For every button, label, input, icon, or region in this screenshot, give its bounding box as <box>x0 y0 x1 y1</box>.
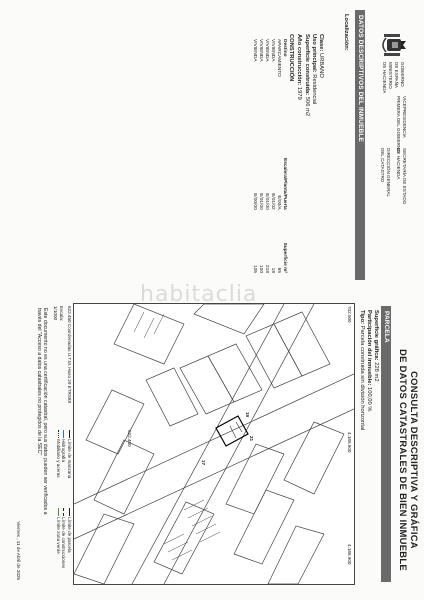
cell-destino: VIVIENDA <box>252 39 257 62</box>
map-legend <box>55 430 72 580</box>
sup-grafica-value: 228 m2 <box>373 362 379 382</box>
construccion-table-wrap <box>251 36 287 276</box>
ministry-line1: MINISTERIO <box>388 62 393 89</box>
coat-of-arms-icon <box>378 32 408 58</box>
scale-label: Escala: <box>59 306 64 322</box>
document-title <box>398 330 420 590</box>
watermark: habitaclia <box>140 282 258 307</box>
legend-item <box>55 508 61 580</box>
table-row <box>251 36 257 276</box>
col-superficie: Superficie m² <box>282 242 287 273</box>
inmueble-data <box>287 34 324 274</box>
legend-label: Límite de manzana <box>67 439 72 479</box>
map-footer: 622.450 Coordenadas U.T.M. Huso 29 ETRS89 <box>67 306 72 404</box>
cell-escalera: E/01/00 <box>258 193 263 210</box>
legend-label: Mobiliario y aceras <box>55 439 61 478</box>
vice-line2: PRIMERA DEL GOBIERNO <box>396 96 402 153</box>
scale <box>53 306 64 366</box>
cell-escalera: E/01/00 <box>264 193 269 210</box>
localizacion-label: Localización: <box>343 14 349 51</box>
cell-superficie: 18 <box>270 267 275 273</box>
cell-escalera: E/01/02 <box>270 193 275 210</box>
table-row <box>275 36 281 276</box>
uso-label: Uso principal: <box>310 34 317 73</box>
document-date: Viernes , 11 de Abril de 2025 <box>16 521 21 580</box>
cell-destino: APARCAMIENTO <box>276 39 281 77</box>
secretaria-line2: DE HACIENDA <box>396 148 402 180</box>
legend-swatch <box>69 508 70 516</box>
legend-item <box>61 430 67 502</box>
map-drawing <box>74 304 354 584</box>
cell-escalera: E/00/00 <box>252 193 257 210</box>
legend-item <box>66 508 72 580</box>
legend-swatch <box>63 508 64 516</box>
legend-swatch <box>63 430 64 438</box>
legend-label: Límite de parcela <box>67 517 72 553</box>
cell-superficie: 218 <box>264 264 269 273</box>
construccion-title: CONSTRUCCIÓN <box>288 34 295 82</box>
cadastral-map <box>73 303 355 585</box>
cell-destino: VIVIENDA <box>258 39 263 62</box>
legend-item <box>61 508 67 580</box>
cell-superficie: 100 <box>258 264 263 273</box>
secretaria <box>396 148 407 208</box>
legend-label: Hidrografía <box>61 439 67 463</box>
construccion-table <box>251 36 287 276</box>
cell-destino: VIVIENDA <box>264 39 269 62</box>
vicepresidencia <box>396 96 407 156</box>
gov-name-line2: DE ESPAÑA <box>394 62 400 88</box>
coord-bottom-mid: 622.400 <box>127 430 132 447</box>
legend-item <box>55 430 61 502</box>
disclaimer-line1: Este documento no es una certificación catastral, pero sus datos pueden ser verificados a <box>42 308 48 515</box>
disclaimer <box>35 308 48 584</box>
anio-label: Año construcción: <box>296 34 303 86</box>
cell-superficie: 65 <box>276 267 281 273</box>
clase-value: URBANO <box>318 53 324 78</box>
legend-swatch <box>58 508 59 516</box>
map-label-19: 19 <box>245 412 250 418</box>
legend-label: Límite de construcciones <box>61 517 67 569</box>
direccion-line1: DIRECCIÓN GENERAL <box>386 148 391 198</box>
direccion-line2: DEL CATASTRO <box>380 148 386 183</box>
secretaria-line1: SECRETARÍA DE ESTADO <box>402 148 407 205</box>
clase-label: Clase: <box>318 34 324 52</box>
participacion-value: 100,00 % <box>365 387 372 412</box>
parcela-data <box>357 310 379 580</box>
disclaimer-line2: través del "Acceso a datos catastrales no protegidos de la SEC" <box>35 308 42 456</box>
table-row <box>257 36 263 276</box>
superficie-row <box>302 34 309 274</box>
col-destino: Destino <box>282 39 287 57</box>
table-header-row <box>281 36 287 276</box>
col-escalera: Escalera/Planta/Puerta <box>282 158 287 210</box>
title-line1: CONSULTA DESCRIPTIVA Y GRÁFICA <box>409 371 420 549</box>
table-row <box>263 36 269 276</box>
ministry-line2: DE HACIENDA <box>382 62 388 94</box>
coord-top-right: 4.188.900 <box>347 544 352 565</box>
tipo-row <box>357 310 364 580</box>
sup-grafica-label: Superficie gráfica: <box>373 310 379 361</box>
legend-item <box>66 430 72 502</box>
title-line2: DE DATOS CATASTRALES DE BIEN INMUEBLE <box>398 349 409 571</box>
gov-name-line1: GOBIERNO <box>400 62 405 87</box>
map-label-17: 17 <box>201 460 206 466</box>
uso-value: Residencial <box>310 74 317 105</box>
section-title-parcela: PARCELA <box>381 306 391 582</box>
clase-row <box>317 34 324 274</box>
anio-value: 1979 <box>296 86 303 100</box>
participacion-label: Participación del inmueble: <box>365 310 372 386</box>
legend-swatch <box>69 430 70 438</box>
cell-escalera: E/00/A <box>276 195 281 210</box>
cell-destino: VIVIENDA <box>270 39 275 62</box>
anio-row <box>295 34 302 274</box>
tipo-label: Tipo: <box>358 310 365 325</box>
vice-line1: VICEPRESIDENCIA <box>402 96 407 138</box>
sup-grafica-row <box>372 310 379 580</box>
gov-name <box>394 62 405 92</box>
superficie-value: 506 m2 <box>303 96 310 117</box>
uso-row <box>310 34 317 274</box>
legend-label: Límite zona verde <box>55 517 61 554</box>
coord-top-mid: 4.188.500 <box>347 432 352 453</box>
cell-superficie: 105 <box>252 264 257 273</box>
legend-swatch <box>58 430 59 438</box>
scale-value: 1/1000 <box>53 306 59 321</box>
direccion <box>380 148 391 208</box>
coord-top-left: 702.500 <box>347 306 352 323</box>
superficie-label: Superficie construida: <box>303 34 310 96</box>
ministry <box>382 62 393 94</box>
participacion-row <box>365 310 372 580</box>
section-title-inmueble: DATOS DESCRIPTIVOS DEL INMUEBLE <box>355 10 365 280</box>
map-label-21: 21 <box>249 436 254 442</box>
tipo-value: Parcela construida sin división horizontal <box>358 325 365 431</box>
